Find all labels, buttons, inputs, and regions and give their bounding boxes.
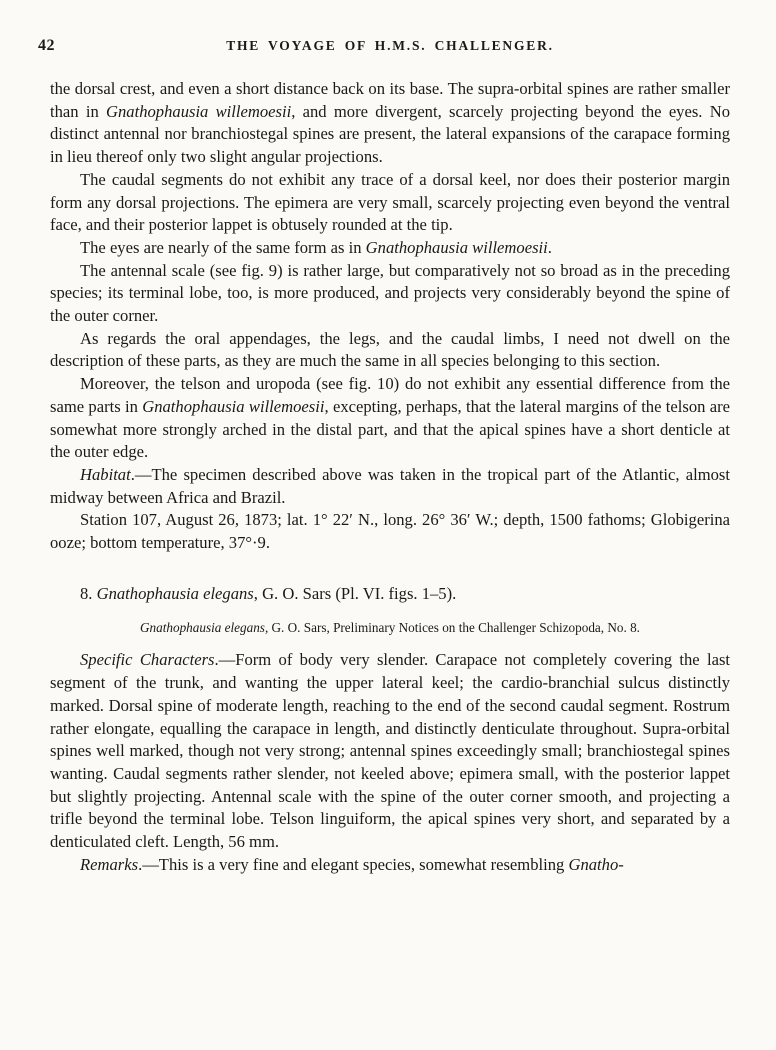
paragraph-caudal-segments (50, 169, 730, 237)
text-run: .—This is a very fine and elegant species, somewhat resembling (138, 854, 569, 874)
text-run: . (547, 237, 552, 257)
page-header (38, 36, 730, 58)
paragraph-station-107 (50, 509, 730, 554)
text-run: , and more divergent, scarcely projecting beyond the eyes. No distinct antennal nor branchiostegal spines are present, the lateral expansions of the carapace forming in lieu thereof only two slight angular projections. (50, 101, 730, 167)
text-run: .—The specimen described above was taken in the tropical part of the Atlantic, almost midway between Africa and Brazil. (50, 464, 730, 507)
paragraph-remarks (50, 854, 730, 877)
paragraph-specific-characters (50, 649, 730, 853)
italic-text-run: Gnatho- (568, 854, 624, 874)
text-run: , G. O. Sars, Preliminary Notices on the Challenger Schizopoda, No. 8. (264, 620, 640, 636)
italic-text-run: Gnathophausia willemoesii (365, 237, 548, 257)
paragraph-telson-uropoda (50, 373, 730, 464)
running-title: THE VOYAGE OF H.M.S. CHALLENGER. (226, 38, 554, 53)
italic-text-run: Gnathophausia elegans (96, 583, 254, 603)
text-run: Station 107, August 26, 1873; lat. 1° 22′ N., long. 26° 36′ W.; depth, 1500 fathoms; Globigerina ooze; bottom temperature, 37°·9. (50, 510, 730, 553)
text-run: the dorsal crest, and even a short distance back on its base. The supra-orbital spines are rather smaller than in (50, 79, 730, 121)
text-run: , G. O. Sars (Pl. VI. figs. 1–5). (253, 583, 457, 603)
italic-text-run: Specific Characters (80, 650, 215, 670)
species-citation (50, 619, 730, 637)
paragraph-supra-orbital-spines (50, 78, 730, 169)
text-run: , excepting, perhaps, that the lateral margins of the telson are somewhat more strongly arched in the distal part, and that the apical spines have a short denticle at the outer edge. (50, 396, 730, 462)
italic-text-run: Habitat (80, 464, 131, 484)
text-run: As regards the oral appendages, the legs, and the caudal limbs, I need not dwell on the description of these parts, as they are much the same in all species belonging to this section. (50, 328, 730, 371)
text-run: The eyes are nearly of the same form as in (80, 237, 366, 257)
italic-text-run: Gnathophausia willemoesii (106, 101, 292, 121)
page-body (50, 78, 730, 877)
page-number: 42 (38, 37, 55, 54)
text-run: The antennal scale (see fig. 9) is rather large, but comparatively not so broad as in the preceding species; its terminal lobe, too, is more produced, and projects very considerably beyond the spine of the outer corner. (50, 260, 730, 326)
italic-text-run: Remarks (80, 854, 139, 874)
italic-text-run: Gnathophausia elegans (140, 620, 265, 636)
text-run: .—Form of body very slender. Carapace not completely covering the last segment of the trunk, and wanting the upper lateral keel; the cardio-branchial sulcus distinctly marked. Dorsal spine of moderate length, reaching to the end of the second caudal segment. Rostrum rather elongate, equalling the carapace in length, and distinctly denticulate throughout. Supra-orbital spines well marked, though not very strong; antennal spines exceedingly small; branchiostegal spines wanting. Caudal segments rather slender, not keeled above; epimera small, with the posterior lappet but slightly projecting. Antennal scale with the spine of the outer corner smooth, and projecting a trifle beyond the terminal lobe. Telson linguiform, the apical spines very short, and separated by a denticulated cleft. Length, 56 mm. (50, 650, 731, 852)
italic-text-run: Gnathophausia willemoesii (142, 396, 325, 416)
paragraph-habitat (50, 464, 730, 509)
section-heading-gnathophausia-elegans (50, 583, 730, 606)
text-run: The caudal segments do not exhibit any trace of a dorsal keel, nor does their posterior margin form any dorsal projections. The epimera are very small, scarcely projecting even beyond the ventral face, and their posterior lappet is obtusely rounded at the tip. (50, 169, 730, 235)
paragraph-oral-appendages (50, 328, 730, 373)
text-run: 8. (80, 583, 97, 603)
text-run: Moreover, the telson and uropoda (see fig. 10) do not exhibit any essential difference from the same parts in (50, 374, 730, 416)
paragraph-antennal-scale (50, 260, 730, 328)
paragraph-eyes (50, 237, 730, 260)
